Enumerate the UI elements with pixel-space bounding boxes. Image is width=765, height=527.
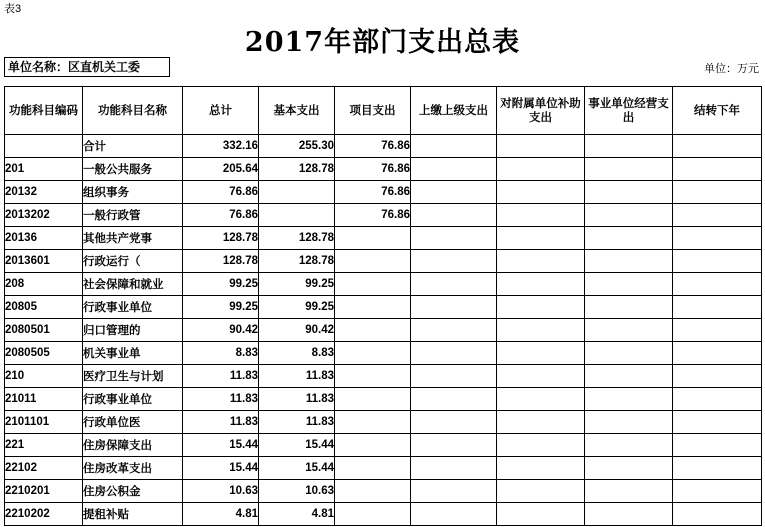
cell-basic-expenditure: 4.81 <box>259 503 335 526</box>
column-header-carryover: 结转下年 <box>673 87 762 135</box>
cell-upper-level-payment <box>411 227 497 250</box>
cell-carryover-next-year <box>673 204 762 227</box>
cell-subsidiary-subsidy <box>497 227 585 250</box>
cell-carryover-next-year <box>673 457 762 480</box>
cell-subsidiary-subsidy <box>497 204 585 227</box>
column-header-name: 功能科目名称 <box>83 87 183 135</box>
cell-operating-expenditure <box>585 273 673 296</box>
cell-subject-code: 2080505 <box>5 342 83 365</box>
cell-subject-name: 行政事业单位 <box>83 388 183 411</box>
cell-carryover-next-year <box>673 388 762 411</box>
table-row <box>5 319 762 342</box>
cell-basic-expenditure: 99.25 <box>259 296 335 319</box>
cell-total: 76.86 <box>183 181 259 204</box>
cell-operating-expenditure <box>585 365 673 388</box>
cell-subject-code: 2080501 <box>5 319 83 342</box>
cell-basic-expenditure: 11.83 <box>259 388 335 411</box>
cell-basic-expenditure: 11.83 <box>259 365 335 388</box>
unit-name-box <box>4 57 170 77</box>
cell-upper-level-payment <box>411 503 497 526</box>
cell-subject-code: 20132 <box>5 181 83 204</box>
cell-subject-code: 221 <box>5 434 83 457</box>
cell-carryover-next-year <box>673 434 762 457</box>
cell-basic-expenditure: 128.78 <box>259 227 335 250</box>
cell-subsidiary-subsidy <box>497 503 585 526</box>
cell-project-expenditure <box>335 365 411 388</box>
column-header-code: 功能科目编码 <box>5 87 83 135</box>
page-title: 2017年部门支出总表 <box>244 27 521 58</box>
cell-subject-code <box>5 135 83 158</box>
cell-subsidiary-subsidy <box>497 296 585 319</box>
cell-project-expenditure <box>335 434 411 457</box>
cell-subject-name: 住房保障支出 <box>83 434 183 457</box>
cell-carryover-next-year <box>673 503 762 526</box>
cell-subject-name: 医疗卫生与计划 <box>83 365 183 388</box>
cell-basic-expenditure: 10.63 <box>259 480 335 503</box>
table-row <box>5 273 762 296</box>
table-row <box>5 342 762 365</box>
cell-carryover-next-year <box>673 480 762 503</box>
table-row <box>5 480 762 503</box>
cell-subject-code: 201 <box>5 158 83 181</box>
cell-operating-expenditure <box>585 411 673 434</box>
cell-total: 128.78 <box>183 250 259 273</box>
cell-project-expenditure <box>335 388 411 411</box>
cell-subsidiary-subsidy <box>497 411 585 434</box>
table-row <box>5 227 762 250</box>
cell-subsidiary-subsidy <box>497 388 585 411</box>
table-row <box>5 296 762 319</box>
cell-operating-expenditure <box>585 296 673 319</box>
cell-carryover-next-year <box>673 273 762 296</box>
cell-carryover-next-year <box>673 227 762 250</box>
cell-project-expenditure <box>335 342 411 365</box>
column-header-project: 项目支出 <box>335 87 411 135</box>
cell-carryover-next-year <box>673 319 762 342</box>
cell-total: 15.44 <box>183 434 259 457</box>
cell-carryover-next-year <box>673 250 762 273</box>
cell-upper-level-payment <box>411 158 497 181</box>
cell-subject-name: 行政事业单位 <box>83 296 183 319</box>
cell-upper-level-payment <box>411 204 497 227</box>
column-header-operating: 事业单位经营支出 <box>585 87 673 135</box>
cell-project-expenditure <box>335 319 411 342</box>
cell-subsidiary-subsidy <box>497 457 585 480</box>
cell-subject-name: 行政运行（ <box>83 250 183 273</box>
cell-total: 99.25 <box>183 273 259 296</box>
cell-upper-level-payment <box>411 365 497 388</box>
cell-project-expenditure <box>335 250 411 273</box>
cell-subject-code: 2101101 <box>5 411 83 434</box>
cell-subject-name: 其他共产党事 <box>83 227 183 250</box>
cell-basic-expenditure: 99.25 <box>259 273 335 296</box>
cell-basic-expenditure <box>259 204 335 227</box>
cell-operating-expenditure <box>585 503 673 526</box>
cell-operating-expenditure <box>585 434 673 457</box>
cell-upper-level-payment <box>411 411 497 434</box>
cell-subject-name: 机关事业单 <box>83 342 183 365</box>
cell-total: 90.42 <box>183 319 259 342</box>
cell-carryover-next-year <box>673 365 762 388</box>
cell-carryover-next-year <box>673 181 762 204</box>
cell-total: 205.64 <box>183 158 259 181</box>
cell-subsidiary-subsidy <box>497 319 585 342</box>
cell-basic-expenditure: 90.42 <box>259 319 335 342</box>
cell-operating-expenditure <box>585 457 673 480</box>
column-header-upper: 上缴上级支出 <box>411 87 497 135</box>
cell-upper-level-payment <box>411 342 497 365</box>
cell-operating-expenditure <box>585 388 673 411</box>
table-row <box>5 434 762 457</box>
cell-total: 11.83 <box>183 411 259 434</box>
cell-subject-name: 住房公积金 <box>83 480 183 503</box>
cell-operating-expenditure <box>585 204 673 227</box>
cell-project-expenditure <box>335 273 411 296</box>
cell-project-expenditure <box>335 411 411 434</box>
table-row <box>5 503 762 526</box>
cell-carryover-next-year <box>673 296 762 319</box>
cell-subject-code: 20136 <box>5 227 83 250</box>
cell-subject-name: 提租补贴 <box>83 503 183 526</box>
cell-basic-expenditure <box>259 181 335 204</box>
cell-project-expenditure: 76.86 <box>335 158 411 181</box>
table-header-row <box>5 87 762 135</box>
cell-subject-name: 住房改革支出 <box>83 457 183 480</box>
unit-measure-label: 单位：万元 <box>704 63 759 75</box>
cell-total: 11.83 <box>183 365 259 388</box>
cell-upper-level-payment <box>411 250 497 273</box>
cell-upper-level-payment <box>411 388 497 411</box>
cell-upper-level-payment <box>411 135 497 158</box>
cell-basic-expenditure: 128.78 <box>259 158 335 181</box>
cell-subject-code: 208 <box>5 273 83 296</box>
cell-subsidiary-subsidy <box>497 158 585 181</box>
table-row <box>5 411 762 434</box>
table-row <box>5 158 762 181</box>
cell-operating-expenditure <box>585 480 673 503</box>
cell-subject-code: 21011 <box>5 388 83 411</box>
cell-operating-expenditure <box>585 227 673 250</box>
column-header-subsidy: 对附属单位补助支出 <box>497 87 585 135</box>
cell-project-expenditure <box>335 457 411 480</box>
cell-basic-expenditure: 128.78 <box>259 250 335 273</box>
cell-upper-level-payment <box>411 434 497 457</box>
cell-total: 128.78 <box>183 227 259 250</box>
cell-subsidiary-subsidy <box>497 434 585 457</box>
cell-upper-level-payment <box>411 319 497 342</box>
table-row <box>5 250 762 273</box>
cell-project-expenditure <box>335 227 411 250</box>
cell-subject-name: 社会保障和就业 <box>83 273 183 296</box>
cell-basic-expenditure: 15.44 <box>259 457 335 480</box>
cell-subject-name: 一般公共服务 <box>83 158 183 181</box>
cell-subsidiary-subsidy <box>497 365 585 388</box>
cell-total: 8.83 <box>183 342 259 365</box>
cell-total: 11.83 <box>183 388 259 411</box>
cell-subsidiary-subsidy <box>497 181 585 204</box>
cell-subject-code: 2013601 <box>5 250 83 273</box>
cell-basic-expenditure: 8.83 <box>259 342 335 365</box>
cell-subject-name: 行政单位医 <box>83 411 183 434</box>
cell-carryover-next-year <box>673 158 762 181</box>
cell-operating-expenditure <box>585 342 673 365</box>
cell-project-expenditure <box>335 296 411 319</box>
cell-subject-name: 组织事务 <box>83 181 183 204</box>
cell-subject-name: 归口管理的 <box>83 319 183 342</box>
cell-upper-level-payment <box>411 273 497 296</box>
cell-operating-expenditure <box>585 135 673 158</box>
cell-total: 332.16 <box>183 135 259 158</box>
cell-total: 10.63 <box>183 480 259 503</box>
cell-subsidiary-subsidy <box>497 480 585 503</box>
cell-carryover-next-year <box>673 342 762 365</box>
cell-upper-level-payment <box>411 181 497 204</box>
cell-carryover-next-year <box>673 411 762 434</box>
cell-project-expenditure: 76.86 <box>335 204 411 227</box>
cell-basic-expenditure: 255.30 <box>259 135 335 158</box>
cell-operating-expenditure <box>585 250 673 273</box>
expenditure-table <box>4 86 762 526</box>
cell-upper-level-payment <box>411 296 497 319</box>
cell-basic-expenditure: 15.44 <box>259 434 335 457</box>
table-row <box>5 181 762 204</box>
unit-name-label: 单位名称： <box>8 60 69 74</box>
table-row <box>5 135 762 158</box>
cell-operating-expenditure <box>585 181 673 204</box>
sheet-tag: 表3 <box>4 3 22 15</box>
cell-subsidiary-subsidy <box>497 273 585 296</box>
cell-subsidiary-subsidy <box>497 342 585 365</box>
cell-subject-code: 2013202 <box>5 204 83 227</box>
cell-operating-expenditure <box>585 319 673 342</box>
cell-subsidiary-subsidy <box>497 250 585 273</box>
cell-project-expenditure: 76.86 <box>335 135 411 158</box>
table-row <box>5 388 762 411</box>
cell-subject-code: 22102 <box>5 457 83 480</box>
cell-upper-level-payment <box>411 457 497 480</box>
cell-project-expenditure <box>335 480 411 503</box>
cell-subject-code: 210 <box>5 365 83 388</box>
cell-subject-name: 合计 <box>83 135 183 158</box>
cell-project-expenditure: 76.86 <box>335 181 411 204</box>
cell-basic-expenditure: 11.83 <box>259 411 335 434</box>
table-row <box>5 204 762 227</box>
cell-subsidiary-subsidy <box>497 135 585 158</box>
cell-upper-level-payment <box>411 480 497 503</box>
table-row <box>5 365 762 388</box>
cell-total: 99.25 <box>183 296 259 319</box>
cell-subject-name: 一般行政管 <box>83 204 183 227</box>
cell-subject-code: 20805 <box>5 296 83 319</box>
unit-name-value: 区直机关工委 <box>68 60 141 74</box>
cell-total: 76.86 <box>183 204 259 227</box>
column-header-basic: 基本支出 <box>259 87 335 135</box>
cell-total: 4.81 <box>183 503 259 526</box>
cell-total: 15.44 <box>183 457 259 480</box>
cell-operating-expenditure <box>585 158 673 181</box>
column-header-total: 总计 <box>183 87 259 135</box>
cell-project-expenditure <box>335 503 411 526</box>
cell-carryover-next-year <box>673 135 762 158</box>
cell-subject-code: 2210202 <box>5 503 83 526</box>
cell-subject-code: 2210201 <box>5 480 83 503</box>
table-row <box>5 457 762 480</box>
